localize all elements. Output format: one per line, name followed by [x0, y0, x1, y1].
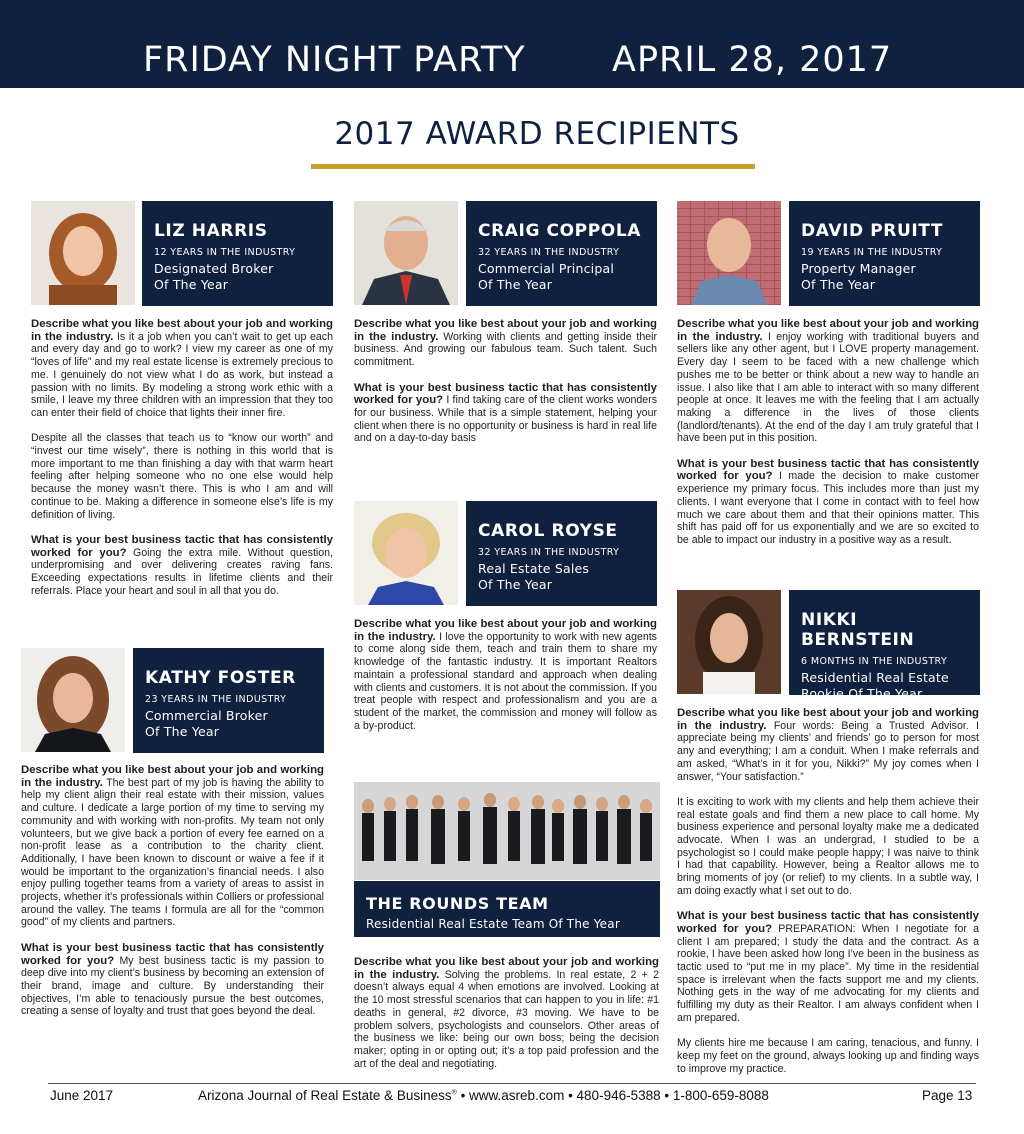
- event-title: FRIDAY NIGHT PARTY: [143, 40, 526, 80]
- recipient-years: 23 YEARS IN THE INDUSTRY: [145, 694, 287, 705]
- kathy-foster-namebox: [133, 648, 324, 753]
- recipient-years: 12 YEARS IN THE INDUSTRY: [154, 247, 296, 258]
- rounds-team-photo: [354, 782, 660, 880]
- header-banner: [0, 0, 1024, 88]
- team-name: THE ROUNDS TEAM: [366, 894, 549, 913]
- kathy-foster-text: Describe what you like best about your job and working in the industry. The best part of my job is having the ability to help my client align their real estate with their mission, values and culture. I dedicate a large portion of my time to serving my community and with working with non-profits. My team not only volunteers, but we give back a portion of every fee earned on a non-profit lease as a contribution to the charity client. Additionally, I have been known to discount or waive a fee if it would be important to the organization’s financial needs. I also enjoy pulling together teams from a variety of areas to assist in projects, whether it’s professionals within Colliers or professional around the valley. The teams I formula are all for the “common good” of my clients and partners. What is your best business tactic that has consistently worked for you? My best business tactic is my passion to deep dive into my client’s business by becoming an extension of their brand, image and culture. By understanding their objectives, I’m able to tenaciously pursue the best outcomes, creating a sense of loyalty and trust that goes beyond the deal.: [21, 764, 324, 1018]
- rounds-team-text: Describe what you like best about your job and working in the industry. Solving the problems. In real estate, 2 + 2 doesn’t always equal 4 when emotions are involved. Looking at the 10 most stressful scenarios that can happen to you in life: #1 deaths in general, #2 divorce, #3 moving. We have to be problem solvers, psychologists and counselors. Other areas of the business we like: being our own boss; being the decision maker; opting in or opting out; it’s a top paid profession and the art of the deal and negotiating.: [354, 956, 659, 1070]
- recipient-years: 32 YEARS IN THE INDUSTRY: [478, 247, 620, 258]
- david-pruitt-text: Describe what you like best about your job and working in the industry. I enjoy working with traditional buyers and sellers like any other agent, but I LOVE property management. Every day I seem to be faced with a new challenge which pushes me to be better or think about a new way to handle an issue. I also like that I am able to interact with so many different people at once. It leaves me with the feeling that I am actually making a difference in the lives of those clients (landlord/tenants). At the end of the day I am truly grateful that I have been put in this position. What is your best business tactic that has consistently worked for you? I made the decision to make customer experience my primary focus. This includes more than just my clients. I want everyone that I come in contact with to feel how much we care about them and that their opinions matter. This shift has paid off for us exponentially and we are so excited to be able to impact our industry in a positive way as a result.: [677, 318, 979, 546]
- footer-page-number: Page 13: [922, 1088, 973, 1103]
- recipient-name: DAVID PRUITT: [801, 221, 944, 241]
- recipient-name: CAROL ROYSE: [478, 521, 618, 541]
- page-title: 2017 AWARD RECIPIENTS: [334, 116, 740, 152]
- recipient-name: NIKKI BERNSTEIN: [801, 610, 915, 650]
- recipient-name: LIZ HARRIS: [154, 221, 268, 241]
- nikki-bernstein-text: Describe what you like best about your job and working in the industry. Four words: Being a Trusted Advisor. I appreciate being my clients’ and friends’ go to person for most any and everything; I am a conduit. When I make referrals and am asked, “What’s in it for you, Nikki?” My joy comes when I answer, “Your satisfaction.” It is exciting to work with my clients and help them achieve their real estate goals and find them a new place to call home. My business experience and personal loyalty make me a dedicated advocate. When I was an undergrad, I studied to be a psychologist so I could make people happy; I was naive to think I had that capability. However, being a Realtor allows me to bring moments of joy (or relief) to my clients. In a subtle way, I am doing exactly what I set out to do. What is your best business tactic that has consistently worked for you? PREPARATION: When I negotiate for a client I am prepared; I study the data and the contract. As a rookie, I have been asked how long I’ve been in the business as tactic used to “put me in my place”. My time in the residential space is irrelevant when the facts support me and my clients. Nothing gets in the way of me advocating for my clients and fulfilling my duty as their Realtor. I am always confident when I am prepared. My clients hire me because I am caring, tenacious, and funny. I keep my feet on the ground, always looking up and finding ways to improve my practice.: [677, 707, 979, 1075]
- recipient-name: CRAIG COPPOLA: [478, 221, 642, 241]
- award-title: Commercial Principal Of The Year: [478, 261, 615, 292]
- award-title: Commercial Broker Of The Year: [145, 708, 268, 739]
- liz-harris-namebox: [142, 201, 333, 306]
- team-award-title: Residential Real Estate Team Of The Year: [366, 917, 620, 931]
- nikki-bernstein-namebox: [789, 590, 980, 701]
- carol-royse-text: Describe what you like best about your job and working in the industry. I love the opportunity to work with new agents to come along side them, teach and train them to share my knowledge of the fantastic industry. It is important Realtors maintain a professional standard and approach when dealing with clients and customers. It is not about the commission. If you treat people with respect and professionalism and you are a student of the market, the commission and money will follow as a by-product.: [354, 618, 657, 732]
- award-title: Real Estate Sales Of The Year: [478, 561, 590, 592]
- footer-divider: [48, 1083, 976, 1084]
- footer-publication: Arizona Journal of Real Estate & Business® • www.asreb.com • 480-946-5388 • 1-800-659-8088: [198, 1088, 769, 1103]
- kathy-foster-photo: [21, 648, 125, 752]
- liz-harris-photo: [31, 201, 135, 305]
- award-title: Property Manager Of The Year: [801, 261, 916, 292]
- rounds-team-namebox: [354, 881, 660, 937]
- nikki-bernstein-photo: [677, 590, 781, 694]
- craig-coppola-photo: [354, 201, 458, 305]
- award-title: Designated Broker Of The Year: [154, 261, 274, 292]
- footer-date: June 2017: [50, 1088, 114, 1103]
- recipient-years: 19 YEARS IN THE INDUSTRY: [801, 247, 943, 258]
- david-pruitt-namebox: [789, 201, 980, 306]
- liz-harris-text: Describe what you like best about your job and working in the industry. Is it a job when you can’t wait to get up each and every day and go to work? I view my career as one of my “loves of life” and my real estate license is extremely precious to me. I genuinely do not view what I do as work, but instead a passion with no limits. By modeling a strong work ethic with a smile, I leave my three children with an impression that they too can enter their field of choice that lights their inner fire. Despite all the classes that teach us to “know our worth” and “invest our time wisely”, there is nothing in this world that is more important to me than finishing a day with that warm heart feeling after helping someone who no one else would help because the money wasn’t there. This is who I am and will continue to be. Making a difference in someone else’s life is my definition of living. What is your best business tactic that has consistently worked for you? Going the extra mile. Without question, underpromising and over delivering creates raving fans. Exceeding expectations results in lifetime clients and their referrals. Place your heart and soul in all that you do.: [31, 318, 333, 597]
- carol-royse-photo: [354, 501, 458, 605]
- craig-coppola-namebox: [466, 201, 657, 306]
- title-divider: [311, 164, 755, 169]
- carol-royse-namebox: [466, 501, 657, 606]
- event-date: APRIL 28, 2017: [612, 40, 893, 80]
- craig-coppola-text: Describe what you like best about your job and working in the industry. Working with clients and getting inside their business. And growing our fabulous team. Such talent. Such commitment. What is your best business tactic that has consistently worked for you? I find taking care of the client works wonders for our business. While that is a simple statement, helping your client when there is no opportunity or business is hard in real life and on a day-to-day basis: [354, 318, 657, 445]
- award-title: Residential Real Estate Rookie Of The Year: [801, 670, 949, 701]
- recipient-name: KATHY FOSTER: [145, 668, 296, 688]
- recipient-years: 32 YEARS IN THE INDUSTRY: [478, 547, 620, 558]
- david-pruitt-photo: [677, 201, 781, 305]
- recipient-years: 6 MONTHS IN THE INDUSTRY: [801, 656, 948, 667]
